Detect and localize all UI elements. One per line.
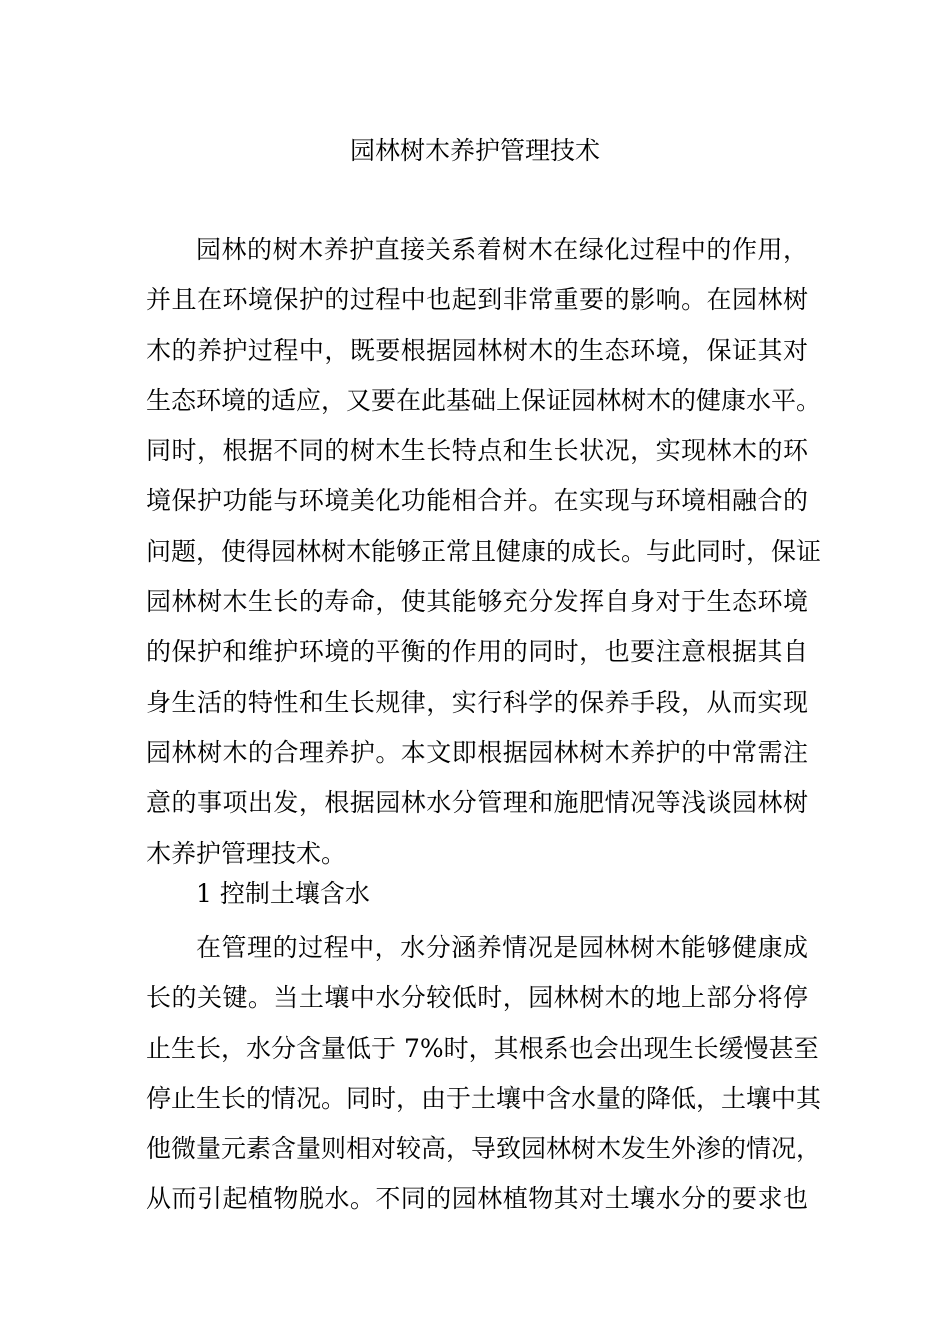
section1-paragraph [146,923,822,1225]
paragraph-line: 的保护和维护环境的平衡的作用的同时，也要注意根据其自 [146,637,808,667]
paragraph-line: 从而引起植物脱水。不同的园林植物其对土壤水分的要求也 [146,1184,808,1214]
paragraph-line: 止生长，水分含量低于 7%时，其根系也会出现生长缓慢甚至 [146,1033,819,1063]
paragraph-line: 身生活的特性和生长规律，实行科学的保养手段，从而实现 [146,687,808,717]
paragraph-line: 木养护管理技术。 [146,838,347,868]
paragraph-line: 园林树木生长的寿命，使其能够充分发挥自身对于生态环境 [146,587,808,617]
paragraph-line: 长的关键。当土壤中水分较低时，园林树木的地上部分将停 [146,983,808,1013]
paragraph-line: 他微量元素含量则相对较高，导致园林树木发生外渗的情况， [146,1134,822,1164]
paragraph-line: 在管理的过程中，水分涵养情况是园林树木能够健康成 [196,933,808,962]
paragraph-line: 园林的树木养护直接关系着树木在绿化过程中的作用， [196,235,808,264]
paragraph-line: 意的事项出发，根据园林水分管理和施肥情况等浅谈园林树 [146,788,808,818]
paragraph-line: 境保护功能与环境美化功能相合并。在实现与环境相融合的 [146,486,808,516]
document-title: 园林树木养护管理技术 [349,136,600,165]
paragraph-line: 生态环境的适应，又要在此基础上保证园林树木的健康水平。 [146,385,822,415]
paragraph-line: 同时，根据不同的树木生长特点和生长状况，实现林木的环 [146,436,808,466]
paragraph-line: 问题，使得园林树木能够正常且健康的成长。与此同时，保证 [146,536,822,566]
section-heading: 1 控制土壤含水 [196,879,370,908]
paragraph-line: 停止生长的情况。同时，由于土壤中含水量的降低，土壤中其 [146,1083,822,1113]
paragraph-line: 并且在环境保护的过程中也起到非常重要的影响。在园林树 [146,285,808,315]
paragraph-line: 木的养护过程中，既要根据园林树木的生态环境，保证其对 [146,335,808,365]
paragraph-line: 园林树木的合理养护。本文即根据园林树木养护的中常需注 [146,737,808,767]
intro-paragraph [146,225,822,879]
